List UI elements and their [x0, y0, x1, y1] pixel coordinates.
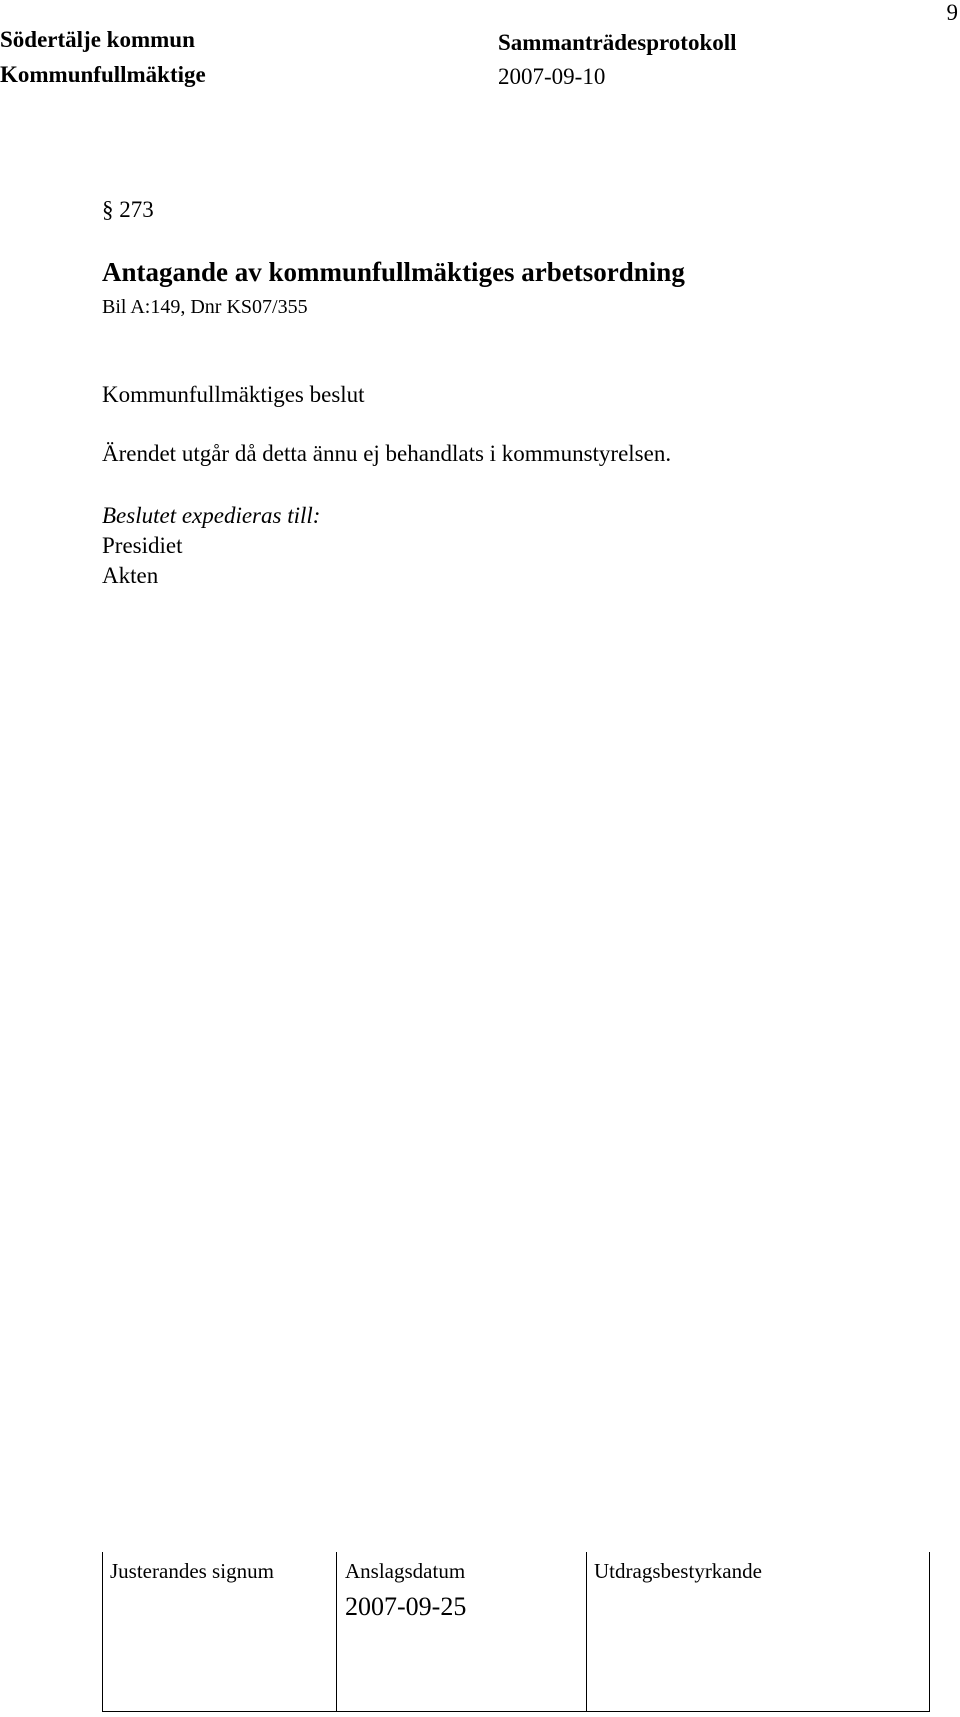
- page-number: 9: [946, 0, 958, 25]
- expedition-label: Beslutet expedieras till:: [102, 503, 321, 528]
- decision-heading: Kommunfullmäktiges beslut: [102, 382, 365, 407]
- page-title: Antagande av kommunfullmäktiges arbetsordning: [102, 257, 685, 287]
- section-symbol: §: [102, 197, 114, 222]
- meeting-date: 2007-09-10: [498, 64, 606, 89]
- org-name: Södertälje kommun: [0, 27, 195, 52]
- paragraph-number: [102, 197, 154, 223]
- body-name: Kommunfullmäktige: [0, 62, 206, 87]
- footer-posting-date-label: Anslagsdatum: [345, 1559, 466, 1583]
- footer-divider: [586, 1552, 587, 1712]
- footer-signature-label: Justerandes signum: [110, 1559, 274, 1583]
- footer-divider: [336, 1552, 337, 1712]
- footer-posting-date-value: 2007-09-25: [345, 1592, 467, 1621]
- reference-line: Bil A:149, Dnr KS07/355: [102, 296, 308, 318]
- doc-type: Sammanträdesprotokoll: [498, 30, 737, 55]
- recipient-item: Akten: [102, 563, 159, 588]
- decision-text: Ärendet utgår då detta ännu ej behandlats i kommunstyrelsen.: [102, 441, 672, 466]
- recipient-item: Presidiet: [102, 533, 183, 558]
- paragraph-number-value: 273: [119, 197, 154, 222]
- footer-certification-label: Utdragsbestyrkande: [594, 1559, 762, 1583]
